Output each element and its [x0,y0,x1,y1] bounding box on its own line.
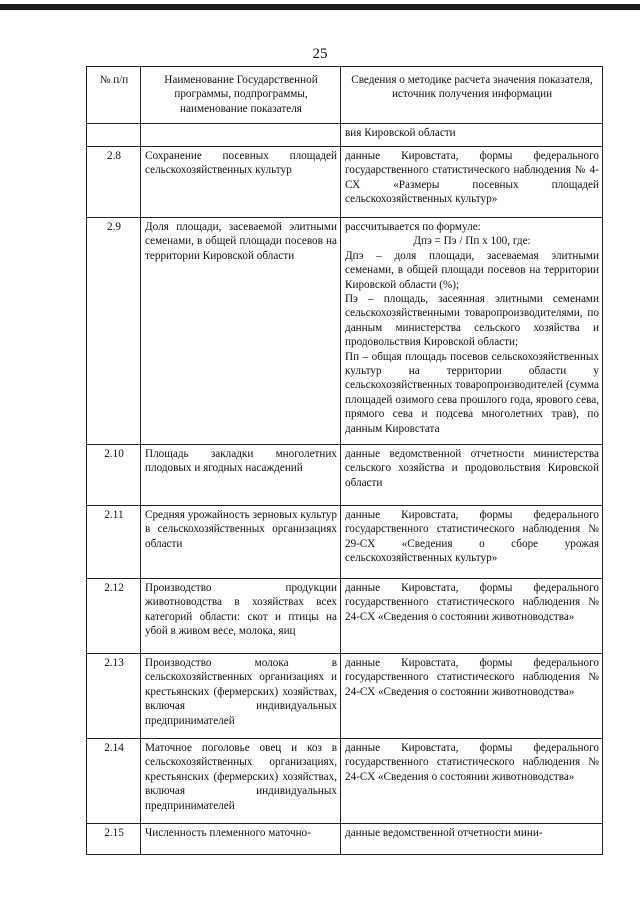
header-number: № п/п [87,67,141,124]
row-number: 2.15 [87,824,141,855]
formula-intro: рассчитывается по формуле: [345,221,481,233]
row-info: данные Кировстата, формы федерального государственного статистического наблюдения № 24-СХ «Сведения о состоянии животноводства» [341,579,603,654]
row-info: данные Кировстата, формы федерального государственного статистического наблюдения № 24-СХ «Сведения о состоянии животноводства» [341,739,603,824]
row-number: 2.9 [87,218,141,445]
header-name: Наименование Государственной программы, подпрограммы, наименование показателя [141,67,341,124]
methodology-table [86,66,603,855]
row-number: 2.14 [87,739,141,824]
formula-term: Дпэ – доля площади, засеваемая элитными семенами, в общей площади посевов на территории Кировской области (%); [345,249,599,291]
row-info [341,218,603,445]
row-name: Маточное поголовье овец и коз в сельскохозяйственных организациях, крестьянских (фермерских) хозяйствах, включая индивидуальных предпринимателей [141,739,341,824]
row-info: вия Кировской области [341,124,603,147]
row-name: Доля площади, засеваемой элитными семенами, в общей площади посевов на территории Кировской области [141,218,341,445]
table-row [87,445,603,506]
row-name: Численность племенного маточно- [141,824,341,855]
row-name: Площадь закладки многолетних плодовых и ягодных насаждений [141,445,341,506]
row-number: 2.13 [87,654,141,739]
formula-term: Пэ – площадь, засеянная элитными семенами сельскохозяйственными товаропроизводителями, по данным министерства сельского хозяйства и продовольствия Кировской области; [345,293,599,349]
row-number: 2.10 [87,445,141,506]
table-row [87,579,603,654]
page-number: 25 [312,46,328,62]
table-row [87,218,603,445]
table-row [87,506,603,579]
row-number: 2.12 [87,579,141,654]
table-row [87,147,603,218]
header-info: Сведения о методике расчета значения показателя, источник получения информации [341,67,603,124]
row-info: данные Кировстата, формы федерального государственного статистического наблюдения № 24-СХ «Сведения о состоянии животноводства» [341,654,603,739]
row-info: данные ведомственной отчетности мини- [341,824,603,855]
table-row [87,654,603,739]
row-number [87,124,141,147]
row-info: данные Кировстата, формы федерального государственного статистического наблюдения № 4-СХ «Размеры посевных площадей сельскохозяйственных культур» [341,147,603,218]
row-name: Производство молока в сельскохозяйственных организациях и крестьянских (фермерских) хозяйствах, включая индивидуальных предпринимателей [141,654,341,739]
table-header-row [87,67,603,124]
row-number: 2.11 [87,506,141,579]
row-name [141,124,341,147]
row-info: данные Кировстата, формы федерального государственного статистического наблюдения № 29-СХ «Сведения о сборе урожая сельскохозяйственных культур» [341,506,603,579]
formula: Дпэ = Пэ / Пп х 100, где: [413,235,531,248]
scan-top-border [0,4,640,10]
row-info: данные ведомственной отчетности министерства сельского хозяйства и продовольствия Кировской области [341,445,603,506]
table-row [87,824,603,855]
row-name: Сохранение посевных площадей сельскохозяйственных культур [141,147,341,218]
row-name: Средняя урожайность зерновых культур в сельскохозяйственных организациях области [141,506,341,579]
row-number: 2.8 [87,147,141,218]
table-row [87,739,603,824]
formula-term: Пп – общая площадь посевов сельскохозяйственных культур на территории области у сельскохозяйственных товаропроизводителей (сумма площадей озимого сева прошлого года, ярового сева, прямого сева и подсева многолетних трав), по данным Кировстата [345,350,599,435]
table-row-continuation [87,124,603,147]
row-name: Производство продукции животноводства в хозяйствах всех категорий области: скот и птицы на убой в живом весе, молока, яиц [141,579,341,654]
